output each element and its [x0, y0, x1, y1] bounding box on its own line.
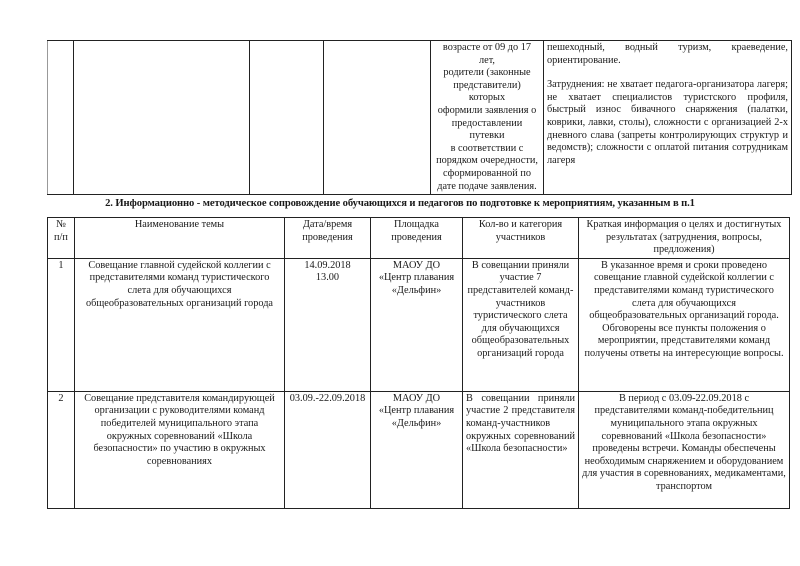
difficulties-paragraph: Затруднения: не хватает педагога-организатора лагеря; не хватает специалистов туристского профиля, быстрый износ бивачного снаряжения (палатки, коврики, лавки, столы), сложности с организацией 2-х дневного слава (запреты контролирующих структур и ведомств); сложности с оплатой питания сотрудникам лагеря — [547, 79, 788, 166]
row-venue — [371, 258, 463, 391]
venue-line: МАОУ ДО — [392, 392, 441, 404]
header-date: Дата/время проведения — [285, 218, 371, 259]
participants-line: сформированной по — [442, 167, 532, 179]
table-row — [48, 391, 790, 508]
header-topic: Наименование темы — [75, 218, 285, 259]
venue-cell — [324, 41, 431, 195]
table-row — [48, 258, 790, 391]
venue-line: МАОУ ДО — [392, 259, 441, 271]
header-num: № п/п — [48, 218, 75, 259]
header-info: Краткая информация о целях и достигнутых результатах (затруднения, вопросы, предложения) — [579, 218, 790, 259]
participants-line: в соответствии с — [450, 142, 524, 154]
venue-line: «Дельфин» — [391, 284, 442, 296]
row-num: 1 — [48, 258, 75, 391]
header-venue: Площадка проведения — [371, 218, 463, 259]
row-venue — [371, 391, 463, 508]
topic-cell — [74, 41, 250, 195]
methodical-support-table — [47, 217, 790, 509]
row-info — [579, 258, 790, 391]
info-cell — [544, 41, 792, 195]
participants-line: представители) которых — [453, 79, 521, 104]
header-participants: Кол-во и категория участников — [463, 218, 579, 259]
participants-line: дате подаче заявления. — [437, 180, 537, 192]
venue-line: «Дельфин» — [391, 417, 442, 429]
venue-line: «Центр плавания — [378, 405, 455, 417]
previous-table-fragment — [47, 40, 792, 195]
date-value: 14.09.2018 — [304, 259, 351, 271]
row-date — [285, 258, 371, 391]
info-paragraph: пешеходный, водный туризм, краеведение, ориентирование. — [547, 42, 788, 66]
row-participants: В совещании приняли участие 2 представителя команд-участников окружных соревнований «Школа безопасности» — [463, 391, 579, 508]
row-participants: В совещании приняли участие 7 представителей команд-участников туристического слета для обучающихся общеобразовательных организаций города — [463, 258, 579, 391]
table-header-row — [48, 218, 790, 259]
section-title: 2. Информационно - методическое сопровождение обучающихся и педагогов по подготовке к мероприятиям, указанным в п.1 — [105, 198, 695, 209]
participants-line: порядком очередности, — [436, 155, 538, 167]
participants-line: родители (законные — [443, 67, 531, 79]
info-paragraph: В указанное время и сроки проведено совещание главной судейской коллегии с представителями команд туристического слета для обучающихся общеобразовательных организаций города. — [589, 259, 779, 322]
row-info: В период с 03.09-22.09.2018 с представителями команд-победительниц муниципального этапа окружных соревнований «Школа безопасности» проведены встречи. Команды обеспечены необходимым снаряжением и оборудованием для участия в соревнованиях, медикаментами, транспортом — [579, 391, 790, 508]
num-cell — [48, 41, 74, 195]
time-value: 13.00 — [315, 272, 340, 284]
row-topic: Совещание главной судейской коллегии с представителями команд туристического слета для обучающихся общеобразовательных организаций города — [75, 258, 285, 391]
row-date — [285, 391, 371, 508]
table-row — [48, 41, 792, 195]
info-paragraph: Обговорены все пункты положения о мероприятии, представителями команд получены ответы на интересующие вопросы. — [584, 322, 784, 359]
participants-cell — [431, 41, 544, 195]
venue-line: «Центр плавания — [378, 272, 455, 284]
participants-line: оформили заявления о — [437, 104, 537, 116]
row-topic: Совещание представителя командирующей организации с руководителями команд победителей муниципального этапа окружных соревнований «Школа безопасности» по участию в окружных соревнованиях — [75, 391, 285, 508]
participants-line: предоставлении путевки — [451, 117, 523, 142]
date-value: 03.09.-22.09.2018 — [289, 392, 366, 404]
row-num: 2 — [48, 391, 75, 508]
participants-line: возрасте от 09 до 17 лет, — [442, 42, 532, 66]
date-cell — [250, 41, 324, 195]
